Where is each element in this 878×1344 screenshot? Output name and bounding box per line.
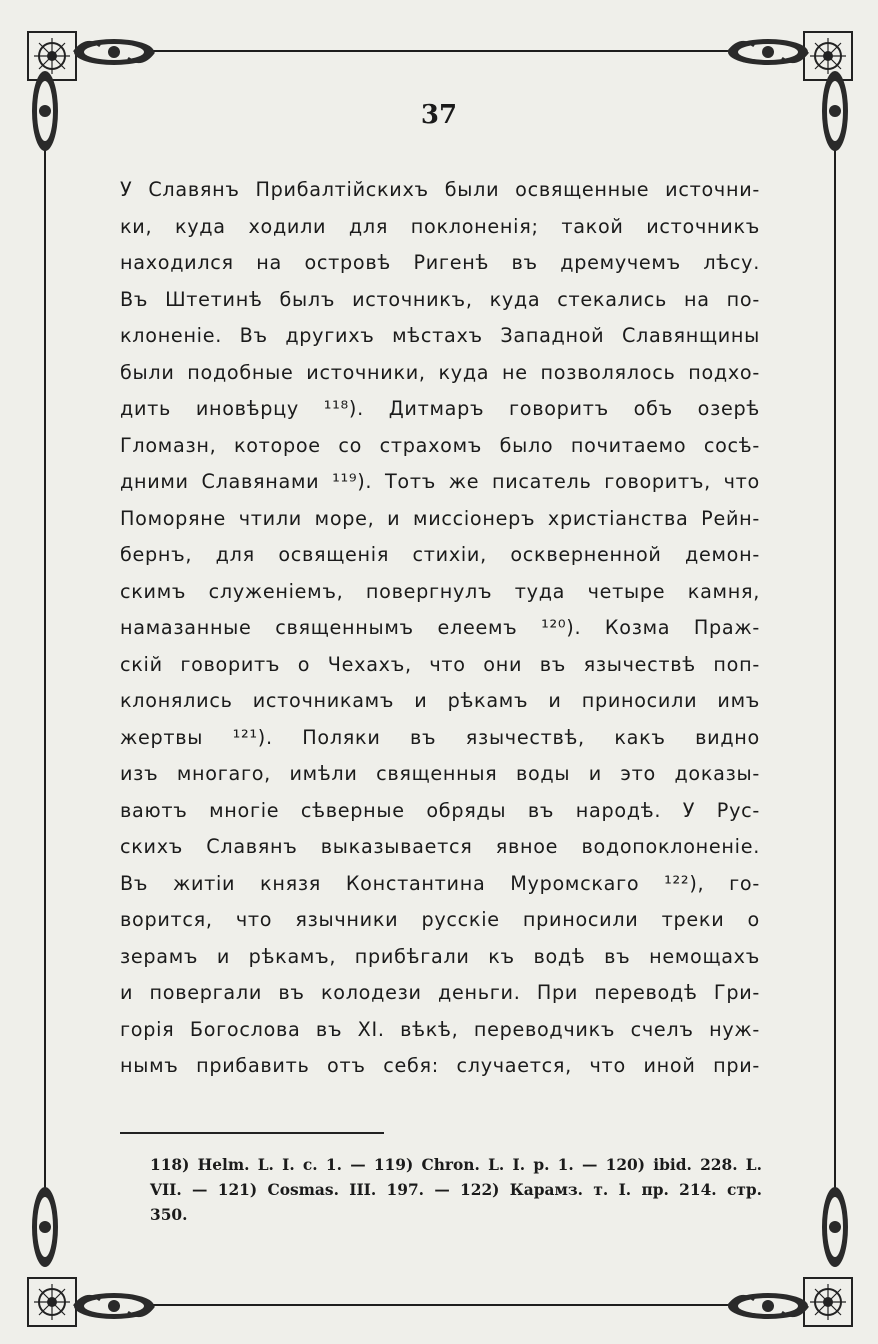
- scroll-ornament-top-left: [66, 32, 161, 72]
- text-line: ваютъ многіе сѣверные обряды въ народѣ. У Рус-: [120, 798, 760, 822]
- text-line: ки, куда ходили для поклоненія; такой источникъ: [120, 214, 760, 238]
- text-line: находился на островѣ Ригенѣ въ дремучемъ лѣсу.: [120, 251, 760, 274]
- text-line: дить иновѣрцу ¹¹⁸). Дитмаръ говоритъ объ озерѣ: [120, 397, 760, 420]
- text-line: нымъ прибавить отъ себя: случается, что иной при-: [120, 1054, 760, 1077]
- body-text: [120, 172, 760, 1085]
- text-line: Въ житіи князя Константина Муромскаго ¹²²), го-: [120, 871, 760, 895]
- border-top-line: [88, 50, 790, 52]
- text-line: были подобные источники, куда не позволялось подхо-: [120, 360, 760, 384]
- text-line: Гломазн, которое со страхомъ было почитаемо сосѣ-: [120, 433, 760, 457]
- border-left-line: [44, 150, 46, 1198]
- text-line: горія Богослова въ XI. вѣкѣ, переводчикъ счелъ нуж-: [120, 1017, 760, 1041]
- scroll-ornament-bottom-right: [720, 1286, 815, 1326]
- text-line: Въ Штетинѣ былъ источникъ, куда стекались на по-: [120, 287, 760, 311]
- border-bottom-line: [88, 1304, 790, 1306]
- text-line: клоненіе. Въ другихъ мѣстахъ Западной Славянщины: [120, 324, 760, 347]
- border-right-line: [834, 150, 836, 1198]
- text-line: зерамъ и рѣкамъ, прибѣгали къ водѣ въ немощахъ: [120, 944, 760, 968]
- footnote-line: 350.: [150, 1206, 188, 1224]
- text-line: Поморяне чтили море, и миссіонеръ христіанства Рейн-: [120, 506, 760, 530]
- text-line: дними Славянами ¹¹⁹). Тотъ же писатель говоритъ, что: [120, 470, 760, 493]
- footnote-separator: [120, 1132, 384, 1134]
- text-line: скимъ служеніемъ, повергнулъ туда четыре камня,: [120, 579, 760, 603]
- scroll-ornament-right-bottom: [818, 1182, 852, 1302]
- scroll-ornament-bottom-left: [66, 1286, 161, 1326]
- text-line: намазанные священнымъ елеемъ ¹²⁰). Козма Праж-: [120, 616, 760, 639]
- text-line: клонялись источникамъ и рѣкамъ и приносили имъ: [120, 689, 760, 712]
- page-number: 37: [420, 100, 458, 130]
- footnotes: [150, 1153, 762, 1228]
- scroll-ornament-left-bottom: [28, 1182, 62, 1302]
- footnote-line: 118) Helm. L. I. c. 1. — 119) Chron. L. I. p. 1. — 120) ibid. 228. L.: [150, 1156, 762, 1174]
- text-line: и повергали въ колодези деньги. При переводѣ Гри-: [120, 981, 760, 1004]
- scroll-ornament-top-right: [720, 32, 815, 72]
- text-line: скихъ Славянъ выказывается явное водопоклоненіе.: [120, 835, 760, 858]
- footnote-line: VII. — 121) Cosmas. III. 197. — 122) Карамз. т. I. пр. 214. стр.: [150, 1181, 762, 1199]
- text-line: У Славянъ Прибалтійскихъ были освященные источни-: [120, 178, 760, 201]
- text-line: скій говоритъ о Чехахъ, что они въ язычествѣ поп-: [120, 652, 760, 676]
- text-line: изъ многаго, имѣли священныя воды и это доказы-: [120, 762, 760, 785]
- text-line: жертвы ¹²¹). Поляки въ язычествѣ, какъ видно: [120, 725, 760, 749]
- text-line: ворится, что язычники русскіе приносили треки о: [120, 908, 760, 931]
- text-line: бернъ, для освященія стихіи, оскверненной демон-: [120, 543, 760, 566]
